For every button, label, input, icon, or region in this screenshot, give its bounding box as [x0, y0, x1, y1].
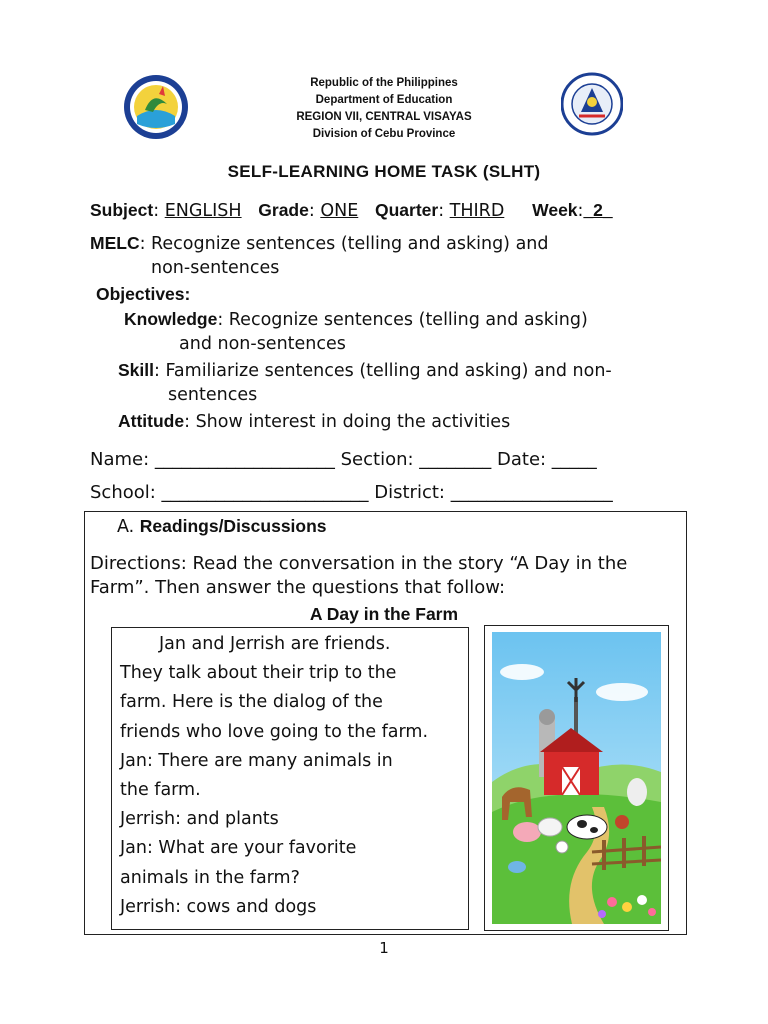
farm-illustration — [492, 632, 661, 924]
story-line: Jerrish: and plants — [120, 809, 279, 830]
knowledge-line-2: and non-sentences — [179, 334, 346, 354]
skill-line-1 — [118, 359, 612, 382]
grade-value: ONE — [320, 201, 359, 221]
attitude-line — [118, 410, 510, 433]
subject-value: ENGLISH — [164, 201, 242, 221]
deped-seal — [561, 72, 623, 136]
section-a-heading: A. Readings/Discussions — [117, 516, 327, 537]
header-division: Division of Cebu Province — [312, 128, 456, 140]
story-line: Jan: There are many animals in — [120, 750, 393, 771]
story-line: farm. Here is the dialog of the — [120, 692, 383, 713]
name-section-date-fields[interactable]: Name: ____________________ Section: ________ Date: _____ — [90, 449, 597, 470]
story-line: animals in the farm? — [120, 867, 300, 888]
story-line: the farm. — [120, 780, 201, 801]
story-line: Jan and Jerrish are friends. — [159, 634, 391, 654]
subject-label: Subject — [90, 200, 154, 220]
header-region: REGION VII, CENTRAL VISAYAS — [296, 111, 472, 123]
school-district-fields[interactable]: School: _______________________ District: __________________ — [90, 482, 613, 503]
attitude-text: : Show interest in doing the activities — [184, 412, 511, 432]
directions-line-2: Farm”. Then answer the questions that follow: — [90, 577, 506, 598]
page-number: 1 — [379, 939, 389, 957]
quarter-label: Quarter — [374, 200, 439, 220]
grade-label: Grade — [258, 200, 309, 220]
story-line: Jerrish: cows and dogs — [120, 896, 317, 917]
week-value: _2_ — [583, 200, 613, 220]
page-title: SELF-LEARNING HOME TASK (SLHT) — [227, 162, 541, 181]
skill-text: : Familiarize sentences (telling and asking) and non- — [154, 361, 612, 381]
melc-text: : Recognize sentences (telling and asking) and — [139, 234, 549, 254]
objectives-heading: Objectives: — [96, 284, 191, 304]
story-line: Jan: What are your favorite — [120, 838, 357, 859]
melc-line-2: non-sentences — [151, 258, 280, 278]
directions-line-1: Directions: Read the conversation in the story “A Day in the — [90, 553, 628, 574]
quarter-value: THIRD — [449, 201, 505, 221]
story-text — [120, 630, 428, 922]
melc-label: MELC — [90, 233, 140, 253]
header-department: Department of Education — [315, 94, 453, 106]
story-line: They talk about their trip to the — [120, 663, 397, 684]
subject-row: Subject: ENGLISH Grade: ONE Quarter: THIRD Week:_2_ — [90, 200, 613, 221]
knowledge-text: : Recognize sentences (telling and asking) — [217, 310, 588, 330]
week-label: Week — [532, 200, 578, 220]
knowledge-line-1 — [124, 308, 588, 331]
header-republic: Republic of the Philippines — [310, 77, 458, 89]
skill-label: Skill — [118, 360, 154, 380]
skill-line-2: sentences — [168, 385, 258, 405]
melc-line-1 — [90, 232, 549, 255]
readings-heading: Readings/Discussions — [139, 516, 327, 536]
knowledge-label: Knowledge — [124, 309, 218, 329]
story-title: A Day in the Farm — [309, 604, 459, 624]
attitude-label: Attitude — [118, 411, 185, 431]
story-line: friends who love going to the farm. — [120, 721, 429, 742]
